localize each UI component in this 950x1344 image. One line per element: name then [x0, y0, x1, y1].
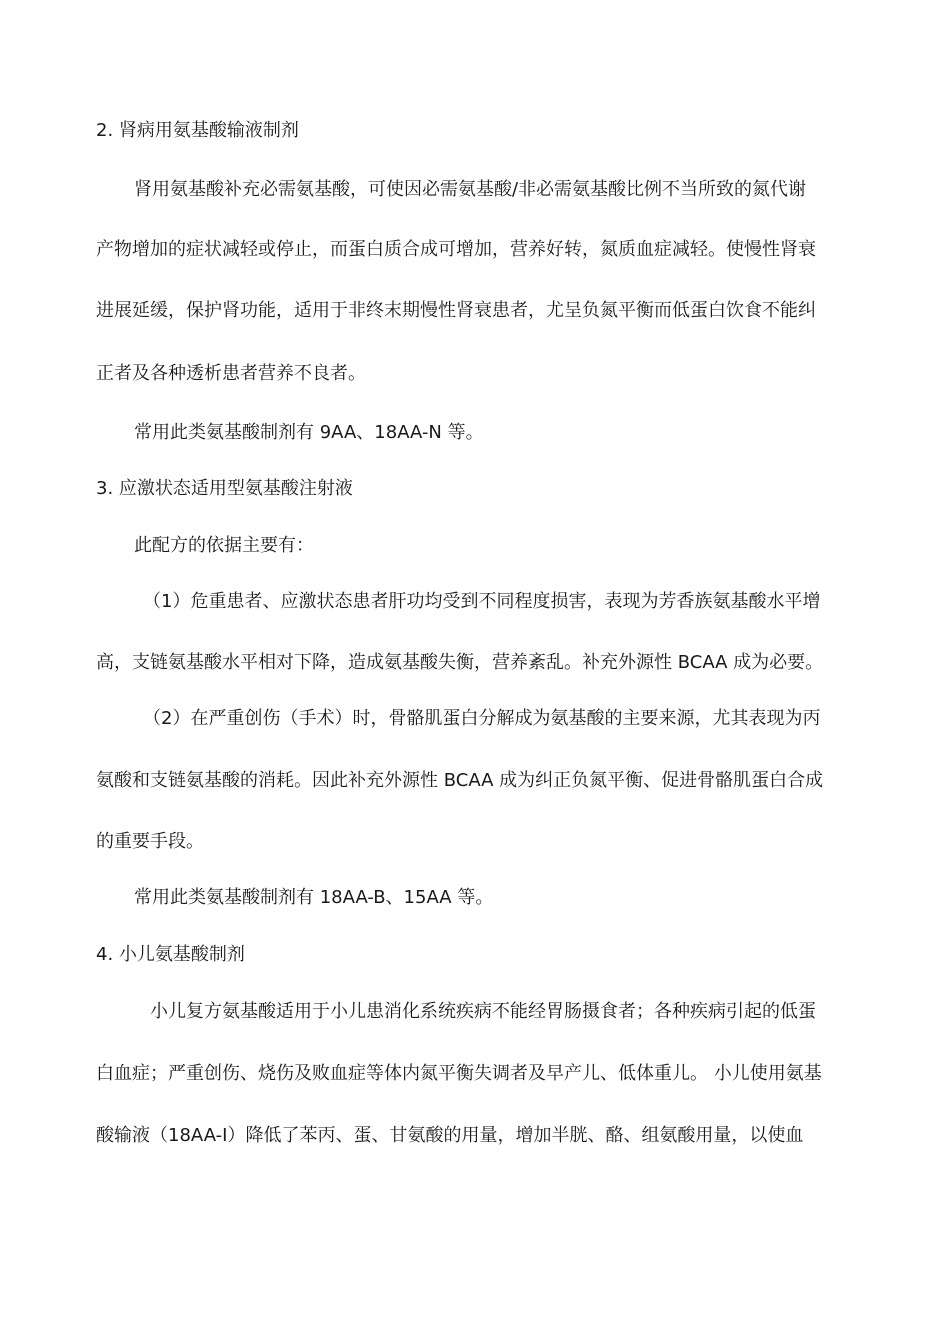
basis-intro-line: 此配方的依据主要有：: [134, 535, 314, 556]
point-one-line: （1）危重患者、应激状态患者肝功均受到不同程度损害，表现为芳香族氨基酸水平增: [143, 591, 821, 612]
paragraph-line: 产物增加的症状减轻或停止，而蛋白质合成可增加，营养好转，氮质血症减轻。使慢性肾衰: [96, 239, 816, 260]
point-two-line: 氨酸和支链氨基酸的消耗。因此补充外源性 BCAA 成为纠正负氮平衡、促进骨骼肌蛋白合成: [96, 770, 824, 791]
common-preparations-line: 常用此类氨基酸制剂有 18AA-B、15AA 等。: [134, 887, 494, 908]
paragraph-line: 酸输液（18AA-Ⅰ）降低了苯丙、蛋、甘氨酸的用量，增加半胱、酪、组氨酸用量，以使血: [96, 1125, 804, 1146]
section-heading-stress: 3. 应激状态适用型氨基酸注射液: [96, 478, 353, 499]
paragraph-line: 进展延缓，保护肾功能，适用于非终末期慢性肾衰患者，尤呈负氮平衡而低蛋白饮食不能纠: [96, 300, 816, 321]
common-preparations-line: 常用此类氨基酸制剂有 9AA、18AA-N 等。: [134, 422, 484, 443]
paragraph-line: 正者及各种透析患者营养不良者。: [96, 363, 366, 384]
paragraph-line: 白血症；严重创伤、烧伤及败血症等体内氮平衡失调者及早产儿、低体重儿。 小儿使用氨基: [96, 1063, 822, 1084]
point-two-line: 的重要手段。: [96, 831, 204, 852]
section-heading-kidney: 2. 肾病用氨基酸输液制剂: [96, 120, 299, 141]
point-one-line: 高，支链氨基酸水平相对下降，造成氨基酸失衡，营养紊乱。补充外源性 BCAA 成为必要。: [96, 652, 824, 673]
paragraph-line: 肾用氨基酸补充必需氨基酸，可使因必需氨基酸/非必需氨基酸比例不当所致的氮代谢: [134, 179, 807, 200]
point-two-line: （2）在严重创伤（手术）时，骨骼肌蛋白分解成为氨基酸的主要来源，尤其表现为丙: [143, 708, 821, 729]
section-heading-pediatric: 4. 小儿氨基酸制剂: [96, 944, 245, 965]
paragraph-line: 小儿复方氨基酸适用于小儿患消化系统疾病不能经胃肠摄食者；各种疾病引起的低蛋: [150, 1001, 816, 1022]
